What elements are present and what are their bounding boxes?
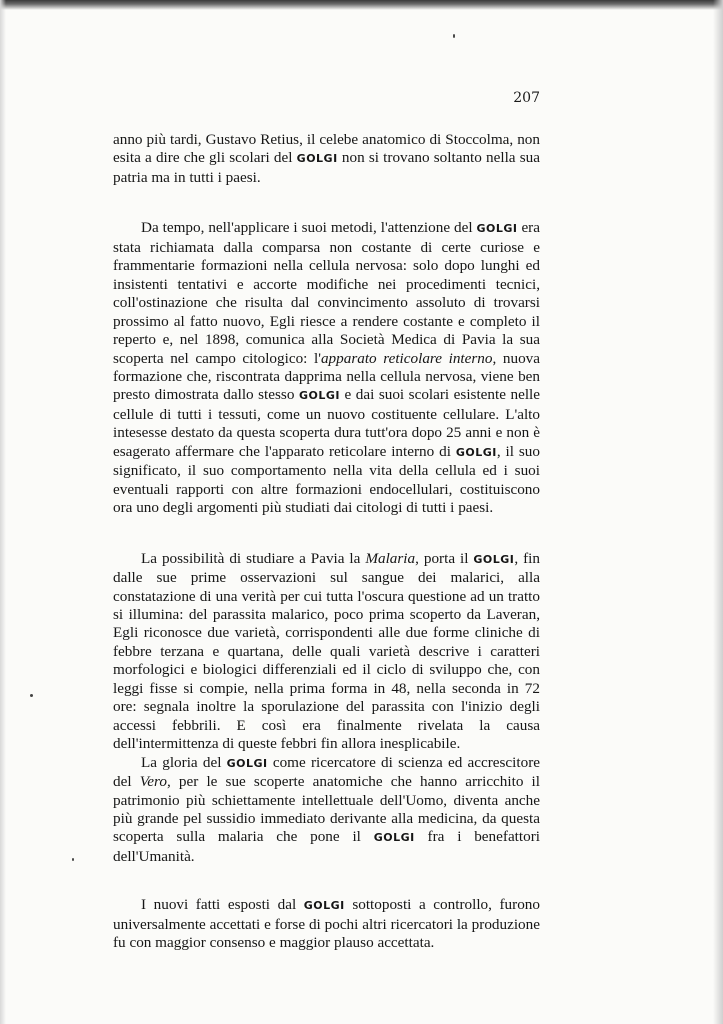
scan-speck (453, 34, 455, 38)
page-left-shadow (0, 0, 6, 1024)
paragraph-gap (113, 866, 540, 896)
author-name-golgi: GOLGI (298, 389, 340, 403)
text-run: fra i benefattori dell'Umanità. (113, 828, 540, 865)
paragraph-p3 (113, 550, 540, 754)
page-right-shadow (713, 0, 723, 1024)
author-name-golgi: GOLGI (296, 152, 338, 166)
text-run: anno più tardi, Gustavo Retius, il celebe anatomico di Stoccolma, non esita a dire che gli scolari del (113, 131, 540, 167)
text-run: , il suo significato, il suo comportamento nella vita della cellula ed i suoi eventuali rapporti con altre formazioni endocellulari, costituiscono ora uno degli argomenti più studiati dai citologi di tutti i paesi. (113, 442, 540, 517)
text-run: , porta il (415, 549, 474, 567)
page-top-shadow (0, 0, 723, 10)
author-name-golgi: GOLGI (473, 552, 515, 566)
paragraph-p1 (113, 131, 540, 187)
paragraph-p2 (113, 219, 540, 517)
text-run: , per le sue scoperte anatomiche che hanno arricchito il patrimonio più schiettamente intellettuale dell'Uomo, diventa anche più grande pel sussidio immediato derivante alla medicina, da questa scoperta sulla malaria che pone il (113, 773, 540, 846)
author-name-golgi: GOLGI (226, 756, 268, 770)
italic-term: Malaria (365, 549, 416, 567)
body-text (113, 131, 540, 953)
text-run: La gloria del (141, 753, 227, 771)
author-name-golgi: GOLGI (476, 222, 518, 236)
paragraph-gap (113, 518, 540, 550)
scan-speck (72, 858, 74, 861)
scan-speck (30, 694, 33, 697)
text-run: La possibilità di studiare a Pavia la (141, 549, 366, 567)
text-run: Da tempo, nell'applicare i suoi metodi, l'attenzione del (141, 219, 477, 237)
text-run: I nuovi fatti esposti dal (141, 896, 304, 914)
paragraph-gap (113, 187, 540, 219)
page-number: 207 (513, 90, 540, 106)
text-run: sottoposti a controllo, furono universalmente accettati e forse di pochi altri ricercatori la produzione fu con maggior consenso e maggior plauso accettata. (113, 896, 540, 952)
text-run: , fin dalle sue prime osservazioni sul sangue dei malarici, alla constatazione di una verità per cui tutta l'oscura questione ad un tratto si illumina: del parassita malarico, poco prima scoperto da Laveran, Egli riconosce due varietà, corrispondenti alle due forme cliniche di febbre terzana e quartana, delle quali varietà descrive i caratteri morfologici e biologici differenziali ed il ciclo di sviluppo che, con leggi fisse si compie, nella prima forma in 48, nella seconda in 72 ore: segnala inoltre la sporulazione del parassita con l'inizio degli accessi febbrili. E così era finalmente rivelata la causa dell'intermittenza di queste febbri fin allora inesplicabile. (113, 549, 540, 753)
author-name-golgi: GOLGI (455, 445, 497, 459)
italic-term: apparato reticolare interno (320, 349, 493, 367)
paragraph-p5 (113, 896, 540, 952)
text-run: , nuova formazione che, riscontrata dapprima nella cellula nervosa, viene ben presto dimostrata dallo stesso (113, 349, 540, 404)
text-run: e dai suoi scolari esistente nelle cellule di tutti i tessuti, come un nuovo costituente cellulare. L'alto intesesse destato da questa scoperta dura tutt'ora dopo 25 anni e non è esagerato affermare che l'apparato reticolare interno di (113, 386, 541, 460)
italic-term: Vero (139, 773, 167, 791)
text-run: era stata richiamata dalla comparsa non costante di certe curiose e frammentarie formazioni nella cellula nervosa: solo dopo lunghi ed insistenti tentativi e accorte modifiche nei procedimenti tecnici, coll'ostinazione che risulta dal convincimento assoluto di trovarsi prossimo al fatto nuovo, Egli riesce a rendere costante e completo il reperto e, nel 1898, comunica alla Società Medica di Pavia la sua scoperta nel campo citologico: l' (113, 219, 540, 367)
author-name-golgi: GOLGI (303, 899, 345, 913)
paragraph-p4 (113, 754, 540, 867)
text-run: come ricercatore di scienza ed accrescitore del (113, 753, 541, 791)
author-name-golgi: GOLGI (373, 831, 415, 845)
text-run: non si trovano soltanto nella sua patria ma in tutti i paesi. (113, 149, 540, 186)
